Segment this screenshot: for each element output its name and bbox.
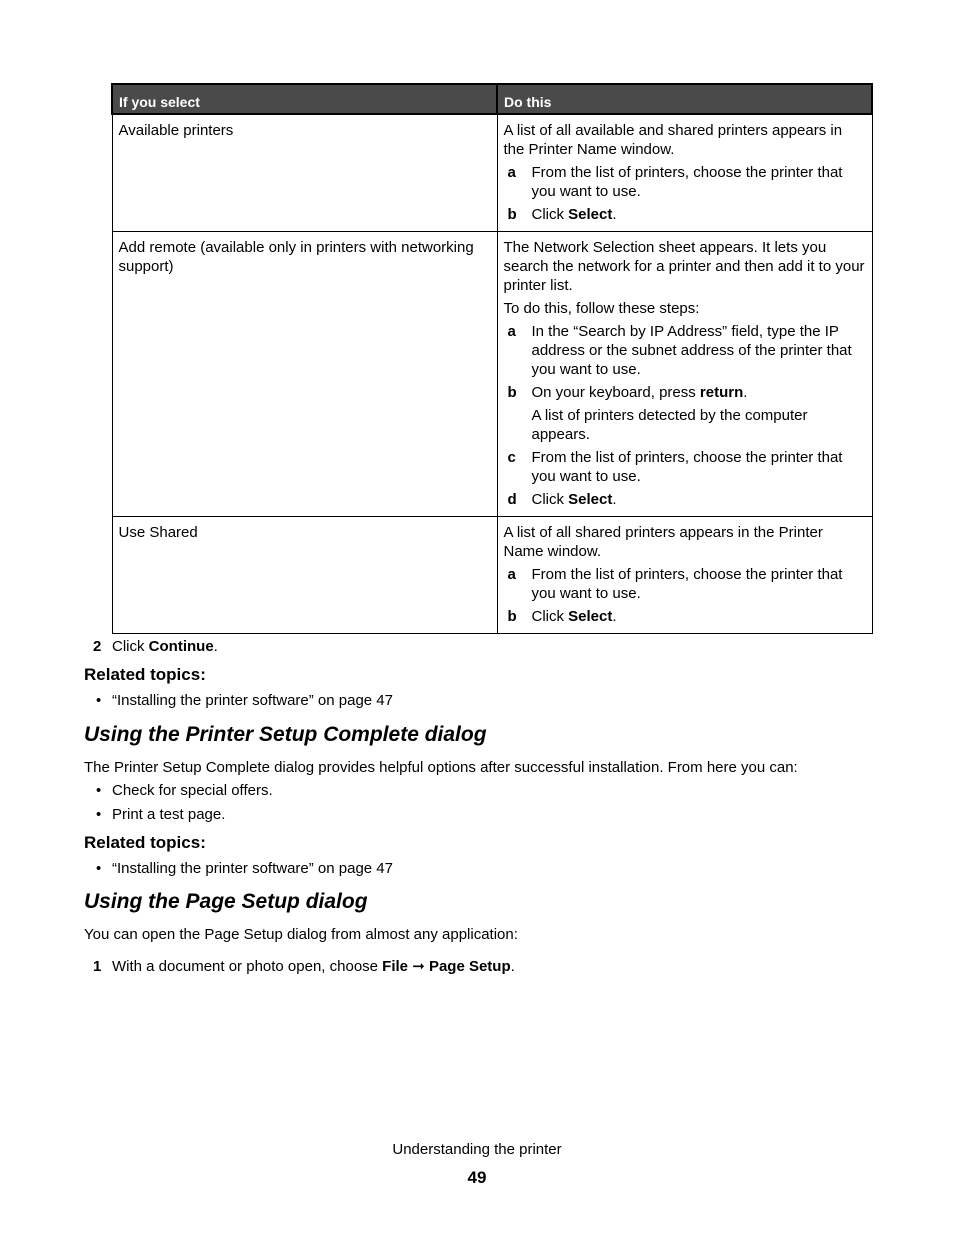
footer-title: Understanding the printer — [392, 1141, 562, 1158]
bullet-icon: • — [96, 692, 102, 709]
table-header-row — [112, 84, 872, 114]
step-text-bold: Select — [568, 491, 613, 508]
step-item — [504, 163, 867, 201]
step-2 — [93, 637, 101, 656]
table-row — [112, 232, 872, 517]
section-intro: The Printer Setup Complete dialog provides helpful options after successful installation. From here you can: — [84, 759, 798, 776]
step-number: 2 — [93, 638, 102, 655]
step-text-bold: Select — [568, 608, 613, 625]
step-text-pre: Click — [531, 608, 569, 625]
menu-page-setup: Page Setup — [428, 958, 511, 975]
step-text-bold: return — [699, 384, 744, 401]
step-text-pre: With a document or photo open, choose — [112, 958, 383, 975]
row-description: A list of all available and shared printers appears in the Printer Name window. — [503, 122, 843, 158]
header-if-you-select: If you select — [112, 84, 497, 114]
section-heading-printer-setup-complete: Using the Printer Setup Complete dialog — [84, 723, 487, 746]
header-do-this: Do this — [497, 84, 872, 114]
step-letter: a — [507, 323, 516, 340]
step-item — [504, 448, 867, 486]
step-item — [504, 565, 867, 603]
step-text-pre: Click — [531, 491, 569, 508]
cell-do-this — [497, 517, 872, 634]
step-text-post: . — [612, 491, 617, 508]
related-topics-heading: Related topics: — [84, 665, 206, 684]
step-text: In the “Search by IP Address” field, type the IP address or the subnet address of the printer that you want to use. — [531, 323, 852, 378]
bullet-icon: • — [96, 860, 102, 877]
step-subtext: A list of printers detected by the computer appears. — [531, 407, 808, 443]
step-item — [504, 607, 867, 626]
step-text-post: . — [743, 384, 748, 401]
bullet-text: Print a test page. — [112, 806, 226, 823]
step-text-pre: Click — [112, 638, 149, 655]
cell-do-this — [497, 114, 872, 232]
cell-select: Available printers — [112, 114, 497, 232]
step-number: 1 — [93, 958, 102, 975]
table-row — [112, 114, 872, 232]
related-topic-link[interactable]: “Installing the printer software” on page 47 — [112, 692, 393, 709]
step-letter: b — [507, 608, 517, 625]
step-item — [504, 205, 867, 224]
bullet-icon: • — [96, 782, 102, 799]
step-text-pre: On your keyboard, press — [531, 384, 700, 401]
step-1 — [93, 957, 101, 976]
cell-select: Use Shared — [112, 517, 497, 634]
step-letter: b — [507, 384, 517, 401]
step-letter: a — [507, 566, 516, 583]
step-letter: b — [507, 206, 517, 223]
options-table — [111, 83, 873, 634]
page-number: 49 — [467, 1168, 487, 1187]
step-text-post: . — [612, 206, 617, 223]
step-text-post: . — [510, 958, 515, 975]
step-letter: d — [507, 491, 517, 508]
menu-file: File — [382, 958, 409, 975]
step-text-post: . — [612, 608, 617, 625]
step-text-post: . — [213, 638, 218, 655]
bullet-text: Check for special offers. — [112, 782, 273, 799]
step-text-bold: Continue — [148, 638, 214, 655]
cell-do-this — [497, 232, 872, 517]
row-description: The Network Selection sheet appears. It lets you search the network for a printer and then add it to your printer list. — [503, 239, 865, 294]
row-description: A list of all shared printers appears in the Printer Name window. — [503, 524, 823, 560]
arrow-right-icon: ➞ — [412, 958, 425, 975]
step-text-bold: Select — [568, 206, 613, 223]
row-description: To do this, follow these steps: — [503, 300, 700, 317]
step-text-pre: Click — [531, 206, 569, 223]
bullet-icon: • — [96, 806, 102, 823]
step-text: From the list of printers, choose the printer that you want to use. — [531, 566, 843, 602]
table-row — [112, 517, 872, 634]
step-letter: a — [507, 164, 516, 181]
step-item — [504, 490, 867, 509]
step-letter: c — [507, 449, 516, 466]
step-2-text — [112, 637, 218, 656]
step-text: From the list of printers, choose the printer that you want to use. — [531, 449, 843, 485]
step-item — [504, 322, 867, 379]
step-1-text — [112, 957, 515, 976]
related-topic-link[interactable]: “Installing the printer software” on page 47 — [112, 860, 393, 877]
section-intro: You can open the Page Setup dialog from almost any application: — [84, 926, 518, 943]
section-heading-page-setup: Using the Page Setup dialog — [84, 890, 368, 913]
related-topics-heading: Related topics: — [84, 833, 206, 852]
cell-select: Add remote (available only in printers with networking support) — [112, 232, 497, 517]
step-item — [504, 383, 867, 444]
step-text: From the list of printers, choose the printer that you want to use. — [531, 164, 843, 200]
